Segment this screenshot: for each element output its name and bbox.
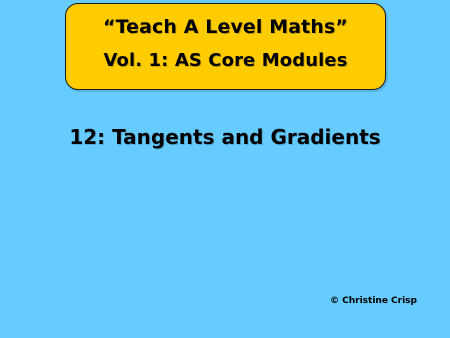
- series-title: “Teach A Level Maths”: [103, 16, 348, 38]
- volume-title: Vol. 1: AS Core Modules: [103, 50, 348, 71]
- copyright-credit: © Christine Crisp: [330, 296, 417, 306]
- lesson-title: 12: Tangents and Gradients: [69, 125, 381, 149]
- series-title-box: [65, 3, 386, 90]
